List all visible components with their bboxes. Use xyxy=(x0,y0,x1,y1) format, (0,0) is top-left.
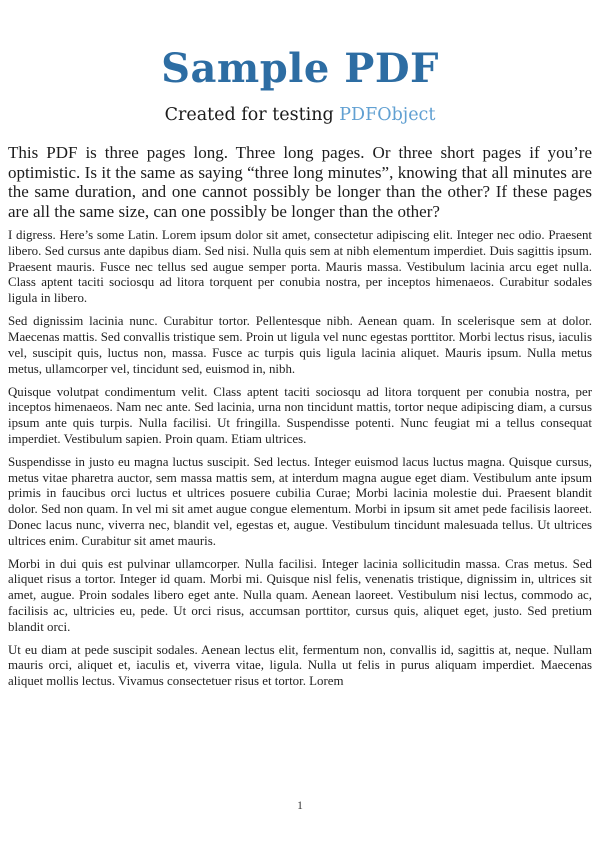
subtitle-text: Created for testing xyxy=(164,105,340,125)
document-title: Sample PDF xyxy=(161,45,439,92)
intro-paragraph: This PDF is three pages long. Three long pages. Or three short pages if you’re optimistic. Is it the same as saying “three long minutes”, knowing that all minutes are the same duration, and one cannot possibly be longer than the other? If these pages are all the same size, can one possibly be longer than the other? xyxy=(8,143,592,221)
body-text xyxy=(8,228,592,689)
paragraph-6: Ut eu diam at pede suscipit sodales. Aenean lectus elit, fermentum non, convallis id, sagittis at, neque. Nullam mauris orci, aliquet et, iaculis et, viverra vitae, ligula. Nulla ut felis in purus aliquam imperdiet. Maecenas aliquet mollis lectus. Vivamus consectetuer risus et tortor. Lorem xyxy=(8,642,592,689)
page-number: 1 xyxy=(297,800,303,812)
paragraph-2: Sed dignissim lacinia nunc. Curabitur tortor. Pellentesque nibh. Aenean quam. In scelerisque sem at dolor. Maecenas mattis. Sed convallis tristique sem. Proin ut ligula vel nunc egestas porttitor. Morbi lectus risus, iaculis vel, suscipit quis, luctus non, massa. Fusce ac turpis quis ligula lacinia aliquet. Mauris ipsum. Nulla metus metus, ullamcorper vel, tincidunt sed, euismod in, nibh. xyxy=(8,314,592,376)
pdfobject-link[interactable]: PDFObject xyxy=(339,105,436,125)
paragraph-3: Quisque volutpat condimentum velit. Class aptent taciti sociosqu ad litora torquent per conubia nostra, per inceptos himenaeos. Nam nec ante. Sed lacinia, urna non tincidunt mattis, tortor neque adipiscing diam, a cursus ipsum ante quis turpis. Nulla facilisi. Ut fringilla. Suspendisse potenti. Nunc feugiat mi a tellus consequat imperdiet. Vestibulum sapien. Proin quam. Etiam ultrices. xyxy=(8,384,592,446)
document-subtitle xyxy=(8,105,592,126)
paragraph-4: Suspendisse in justo eu magna luctus suscipit. Sed lectus. Integer euismod lacus luctus magna. Quisque cursus, metus vitae pharetra auctor, sem massa mattis sem, at interdum magna augue eget diam. Vestibulum ante ipsum primis in faucibus orci luctus et ultrices posuere cubilia Curae; Morbi lacinia molestie dui. Praesent blandit dolor. Sed non quam. In vel mi sit amet augue congue elementum. Morbi in ipsum sit amet pede facilisis laoreet. Donec lacus nunc, viverra nec, blandit vel, egestas et, augue. Vestibulum tincidunt malesuada tellus. Ut ultrices ultrices enim. Curabitur sit amet mauris. xyxy=(8,455,592,548)
paragraph-1: I digress. Here’s some Latin. Lorem ipsum dolor sit amet, consectetur adipiscing elit. Integer nec odio. Praesent libero. Sed cursus ante dapibus diam. Sed nisi. Nulla quis sem at nibh elementum imperdiet. Duis sagittis ipsum. Praesent mauris. Fusce nec tellus sed augue semper porta. Mauris massa. Vestibulum lacinia arcu eget nulla. Class aptent taciti sociosqu ad litora torquent per conubia nostra, per inceptos himenaeos. Curabitur sodales ligula in libero. xyxy=(8,228,592,306)
paragraph-5: Morbi in dui quis est pulvinar ullamcorper. Nulla facilisi. Integer lacinia sollicitudin massa. Cras metus. Sed aliquet risus a tortor. Integer id quam. Morbi mi. Quisque nisl felis, venenatis tristique, dignissim in, ultrices sit amet, augue. Proin sodales libero eget ante. Nulla quam. Aenean laoreet. Vestibulum nisi lectus, commodo ac, facilisis ac, ultricies eu, pede. Ut orci risus, accumsan porttitor, cursus quis, aliquet eget, justo. Sed pretium blandit orci. xyxy=(8,556,592,634)
